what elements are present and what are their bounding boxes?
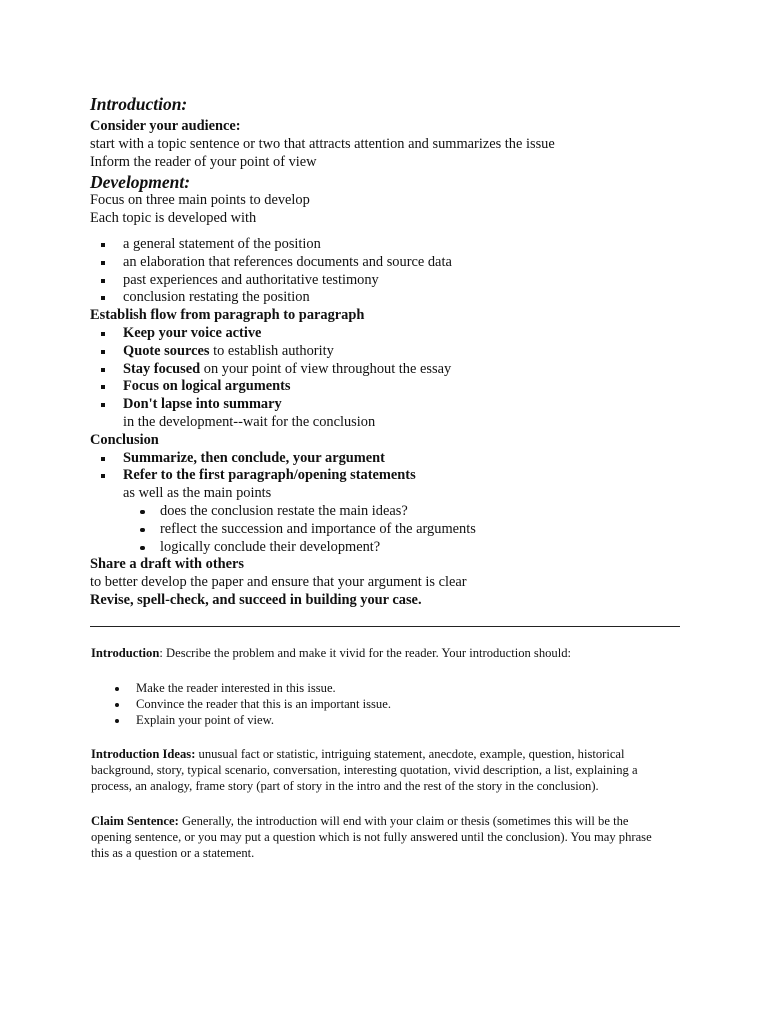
list-item: Convince the reader that this is an important issue. — [91, 696, 661, 712]
list-item-bold: Quote sources — [123, 342, 210, 359]
intro-line: start with a topic sentence or two that attracts attention and summarizes the issue — [90, 135, 555, 152]
list-item: conclusion restating the position — [90, 289, 710, 307]
flow-heading: Establish flow from paragraph to paragraph — [90, 307, 365, 324]
list-item — [90, 343, 710, 361]
share-line: to better develop the paper and ensure that your argument is clear — [90, 574, 467, 591]
intro-bullet-list — [91, 680, 661, 728]
flow-continuation: in the development--wait for the conclusion — [123, 413, 376, 430]
list-item-text: on your point of view throughout the essay — [200, 360, 452, 377]
ideas-label: Introduction Ideas: — [91, 747, 196, 761]
list-item: Explain your point of view. — [91, 712, 661, 728]
section-divider — [90, 626, 680, 627]
list-item-bold: Keep your voice active — [123, 324, 262, 341]
essay-outline-section — [90, 94, 710, 610]
list-item-bold: Don't lapse into summary — [123, 396, 282, 413]
list-item — [90, 361, 710, 379]
conclusion-sub-bullet-list — [90, 503, 710, 556]
claim-label: Claim Sentence: — [91, 814, 179, 828]
development-heading: Development: — [90, 172, 191, 193]
conclusion-heading: Conclusion — [90, 431, 159, 448]
list-item-text: to establish authority — [209, 342, 334, 359]
list-item: a general statement of the position — [90, 236, 710, 254]
list-item — [90, 396, 710, 414]
introduction-heading: Introduction: — [90, 94, 188, 114]
conclusion-bullet-list — [90, 450, 710, 486]
development-line: Each topic is developed with — [90, 210, 257, 227]
audience-heading: Consider your audience: — [90, 118, 241, 134]
intro-paragraph — [91, 645, 661, 661]
flow-bullet-list — [90, 325, 710, 414]
list-item: reflect the succession and importance of the arguments — [90, 521, 710, 539]
list-item-bold: Stay focused — [123, 360, 201, 377]
intro-text: : Describe the problem and make it vivid for the reader. Your introduction should: — [159, 646, 572, 660]
intro-line: Inform the reader of your point of view — [90, 153, 317, 170]
conclusion-continuation: as well as the main points — [123, 485, 272, 502]
list-item: past experiences and authoritative testimony — [90, 272, 710, 290]
introduction-guide-section — [91, 645, 661, 861]
list-item-bold: Focus on logical arguments — [123, 378, 291, 395]
ideas-paragraph — [91, 746, 661, 794]
ideas-text: unusual fact or statistic, intriguing statement, anecdote, example, question, historical background, story, typical scenario, conversation, interesting quotation, vivid description, a list, explaining a process, an analogy, frame story (part of story in the intro and the rest of the story in the conclusion). — [91, 747, 638, 793]
development-bullet-list — [90, 236, 710, 307]
list-item: Summarize, then conclude, your argument — [90, 450, 710, 468]
list-item: Make the reader interested in this issue. — [91, 680, 661, 696]
list-item: logically conclude their development? — [90, 539, 710, 557]
claim-paragraph — [91, 813, 661, 861]
development-line: Focus on three main points to develop — [90, 192, 310, 209]
list-item — [90, 325, 710, 343]
list-item: an elaboration that references documents and source data — [90, 254, 710, 272]
revise-line: Revise, spell-check, and succeed in building your case. — [90, 591, 422, 608]
list-item: Refer to the first paragraph/opening statements — [90, 467, 710, 485]
list-item: does the conclusion restate the main ideas? — [90, 503, 710, 521]
list-item — [90, 378, 710, 396]
intro-label: Introduction — [91, 646, 160, 660]
share-heading: Share a draft with others — [90, 556, 245, 573]
claim-text: Generally, the introduction will end with your claim or thesis (sometimes this will be the opening sentence, or you may put a question which is not fully answered until the conclusion). You may phrase this as a question or a statement. — [91, 814, 652, 860]
